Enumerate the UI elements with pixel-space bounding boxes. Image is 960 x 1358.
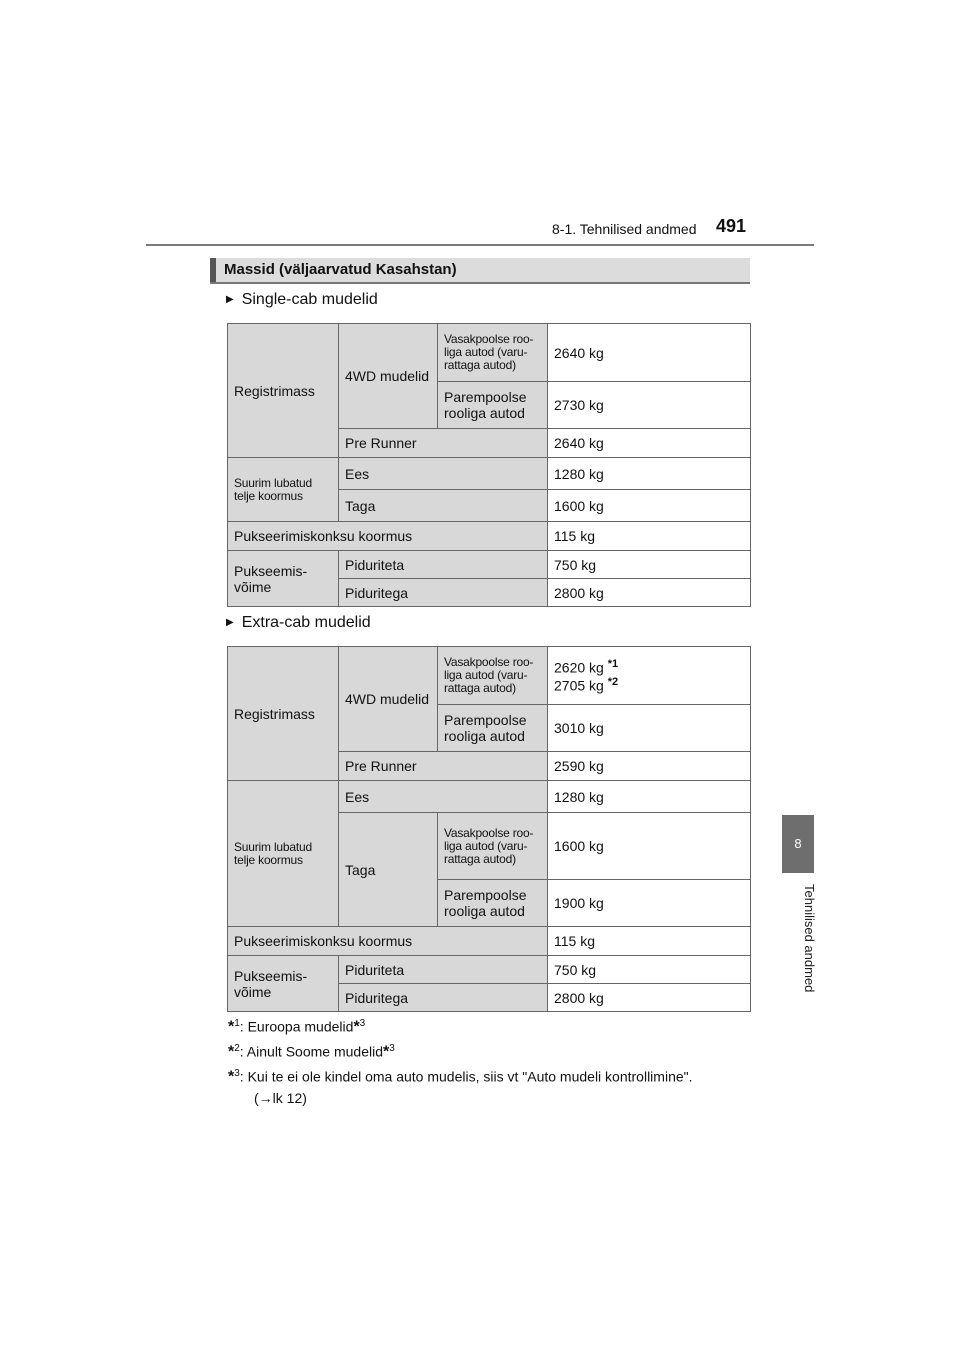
cell-pre-runner: Pre Runner [339, 429, 548, 458]
footnote-2 [228, 1043, 395, 1062]
asterisk-icon: * [228, 1068, 235, 1086]
asterisk-icon: * [228, 1043, 235, 1061]
cell-rear: Taga [339, 490, 548, 522]
section-title: Massid (väljaarvatud Kasahstan) [224, 261, 457, 278]
value-eu: 2620 kg [554, 659, 604, 676]
cell-front-value: 1280 kg [548, 781, 751, 813]
cell-towing-capacity: Pukseemis-võime [228, 551, 339, 607]
page-number: 491 [716, 216, 747, 236]
cell-left-hand-value: 2640 kg [548, 324, 751, 382]
cell-right-hand-drive: Parempoolse rooliga autod [438, 705, 548, 752]
cell-unbraked-value: 750 kg [548, 551, 751, 579]
chapter-number: 8 [794, 836, 802, 851]
cell-pre-runner: Pre Runner [339, 752, 548, 781]
asterisk-icon: * [383, 1043, 390, 1061]
cell-hitch-load: Pukseerimiskonksu koormus [228, 927, 548, 956]
cell-pre-runner-value: 2590 kg [548, 752, 751, 781]
cell-left-hand-values [548, 647, 751, 705]
cell-braked: Piduritega [339, 984, 548, 1012]
cell-registrimass: Registrimass [228, 647, 339, 781]
section-heading-marker [210, 258, 216, 282]
cell-rear-value: 1600 kg [548, 490, 751, 522]
triangle-bullet-icon: ▶ [226, 617, 234, 628]
cell-front: Ees [339, 458, 548, 490]
cell-rear-left-hand-drive: Vasakpoolse roo-liga autod (varu-rattaga autod) [438, 813, 548, 880]
header-divider [146, 244, 814, 246]
cell-front-value: 1280 kg [548, 458, 751, 490]
cell-hitch-load: Pukseerimiskonksu koormus [228, 522, 548, 551]
cell-hitch-value: 115 kg [548, 927, 751, 956]
footnote-text: : Ainult Soome mudelid [239, 1043, 383, 1060]
chapter-tab [782, 815, 814, 873]
footnote-1 [228, 1018, 365, 1037]
cell-right-hand-drive: Parempoolse rooliga autod [438, 382, 548, 429]
cell-left-hand-drive: Vasakpoolse roo-liga autod (varu-rattaga autod) [438, 647, 548, 705]
footnote-3-page-ref[interactable]: (→lk 12) [254, 1090, 307, 1106]
cell-unbraked: Piduriteta [339, 551, 548, 579]
single-cab-mass-table [227, 323, 751, 607]
cell-braked: Piduritega [339, 579, 548, 607]
chapter-tab-label: Tehnilised andmed [802, 884, 817, 993]
footnote-text: : Kui te ei ole kindel oma auto mudelis, siis vt "Auto mudeli kontrollimine". [239, 1068, 693, 1085]
cell-unbraked: Piduriteta [339, 956, 548, 984]
cell-axle-load: Suurim lubatud telje koormus [228, 781, 339, 927]
subheading-single-cab [226, 291, 378, 309]
asterisk-icon: * [353, 1018, 360, 1036]
footnote-ref: 3 [359, 1018, 366, 1029]
asterisk-icon: * [228, 1018, 235, 1036]
footnote-text: : Euroopa mudelid [239, 1018, 354, 1035]
subheading-text: Extra-cab mudelid [241, 614, 371, 631]
cell-rear: Taga [339, 813, 438, 927]
cell-pre-runner-value: 2640 kg [548, 429, 751, 458]
cell-4wd: 4WD mudelid [339, 647, 438, 752]
triangle-bullet-icon: ▶ [226, 294, 234, 305]
cell-unbraked-value: 750 kg [548, 956, 751, 984]
footnote-number: 2 [234, 1043, 240, 1054]
cell-registrimass: Registrimass [228, 324, 339, 458]
cell-rear-left-value: 1600 kg [548, 813, 751, 880]
running-header-section: 8-1. Tehnilised andmed [552, 221, 697, 237]
footnote-3 [228, 1068, 693, 1087]
section-heading-bar [210, 258, 750, 284]
cell-right-hand-value: 3010 kg [548, 705, 751, 752]
footnote-number: 3 [234, 1068, 240, 1079]
cell-right-hand-value: 2730 kg [548, 382, 751, 429]
footnote-number: 1 [234, 1018, 240, 1029]
subheading-extra-cab [226, 614, 371, 632]
cell-braked-value: 2800 kg [548, 579, 751, 607]
cell-4wd: 4WD mudelid [339, 324, 438, 429]
cell-braked-value: 2800 kg [548, 984, 751, 1012]
cell-hitch-value: 115 kg [548, 522, 751, 551]
footnote-ref: *1 [607, 657, 619, 670]
footnote-ref: *2 [607, 675, 619, 688]
cell-left-hand-drive: Vasakpoolse roo-liga autod (varu-rattaga autod) [438, 324, 548, 382]
cell-rear-right-hand-drive: Parempoolse rooliga autod [438, 880, 548, 927]
value-finland: 2705 kg [554, 677, 604, 694]
subheading-text: Single-cab mudelid [241, 291, 378, 308]
cell-front: Ees [339, 781, 548, 813]
extra-cab-mass-table [227, 646, 751, 1012]
cell-rear-right-value: 1900 kg [548, 880, 751, 927]
footnote-ref: 3 [389, 1043, 395, 1054]
cell-towing-capacity: Pukseemis-võime [228, 956, 339, 1012]
cell-axle-load: Suurim lubatud telje koormus [228, 458, 339, 522]
